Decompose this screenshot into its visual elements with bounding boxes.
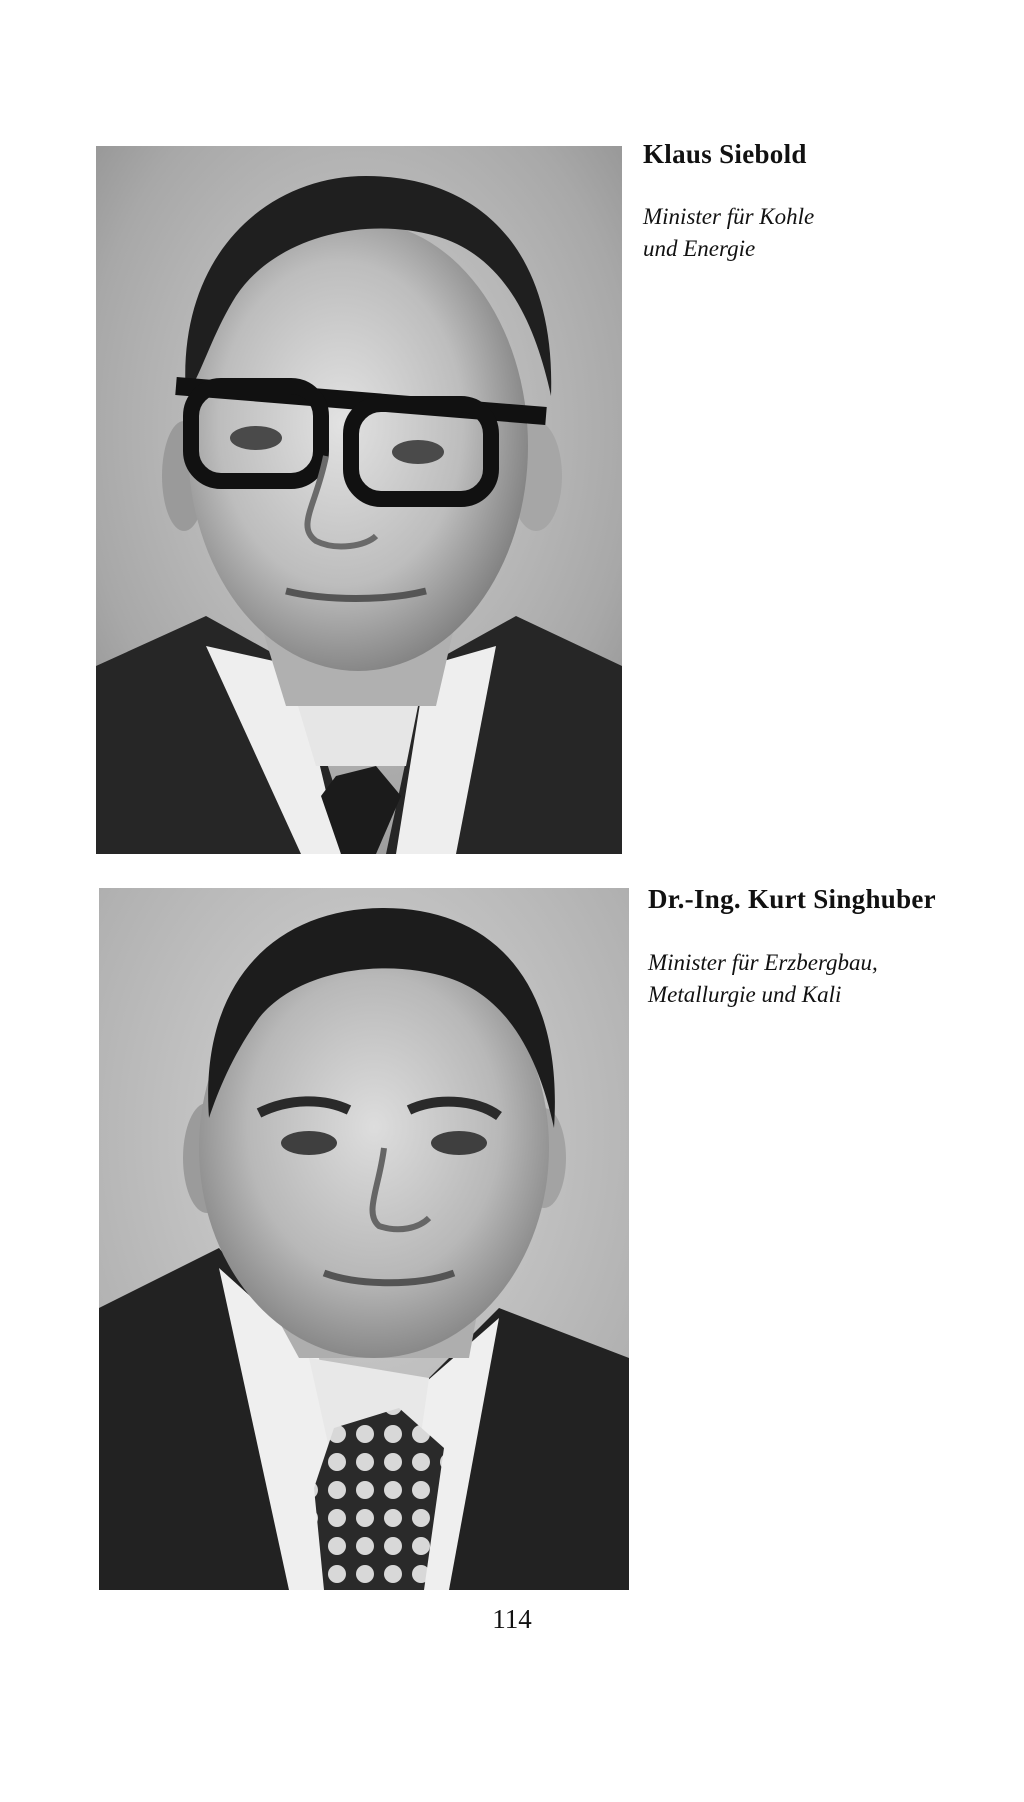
role-line: Minister für Kohle	[643, 204, 815, 229]
portrait-photo-graphic	[99, 888, 629, 1590]
portrait-photo-kurt-singhuber	[99, 888, 629, 1590]
role-line: Metallurgie und Kali	[648, 982, 842, 1007]
entry-role	[648, 947, 878, 1011]
role-line: Minister für Erzbergbau,	[648, 950, 878, 975]
page-number: 114	[492, 1604, 532, 1634]
entry-name: Klaus Siebold	[643, 139, 807, 169]
portrait-photo-graphic	[96, 146, 622, 854]
entry-role	[643, 201, 814, 265]
entry-name: Dr.-Ing. Kurt Singhuber	[648, 884, 936, 914]
role-line: und Energie	[643, 236, 756, 261]
portrait-photo-klaus-siebold	[96, 146, 622, 854]
